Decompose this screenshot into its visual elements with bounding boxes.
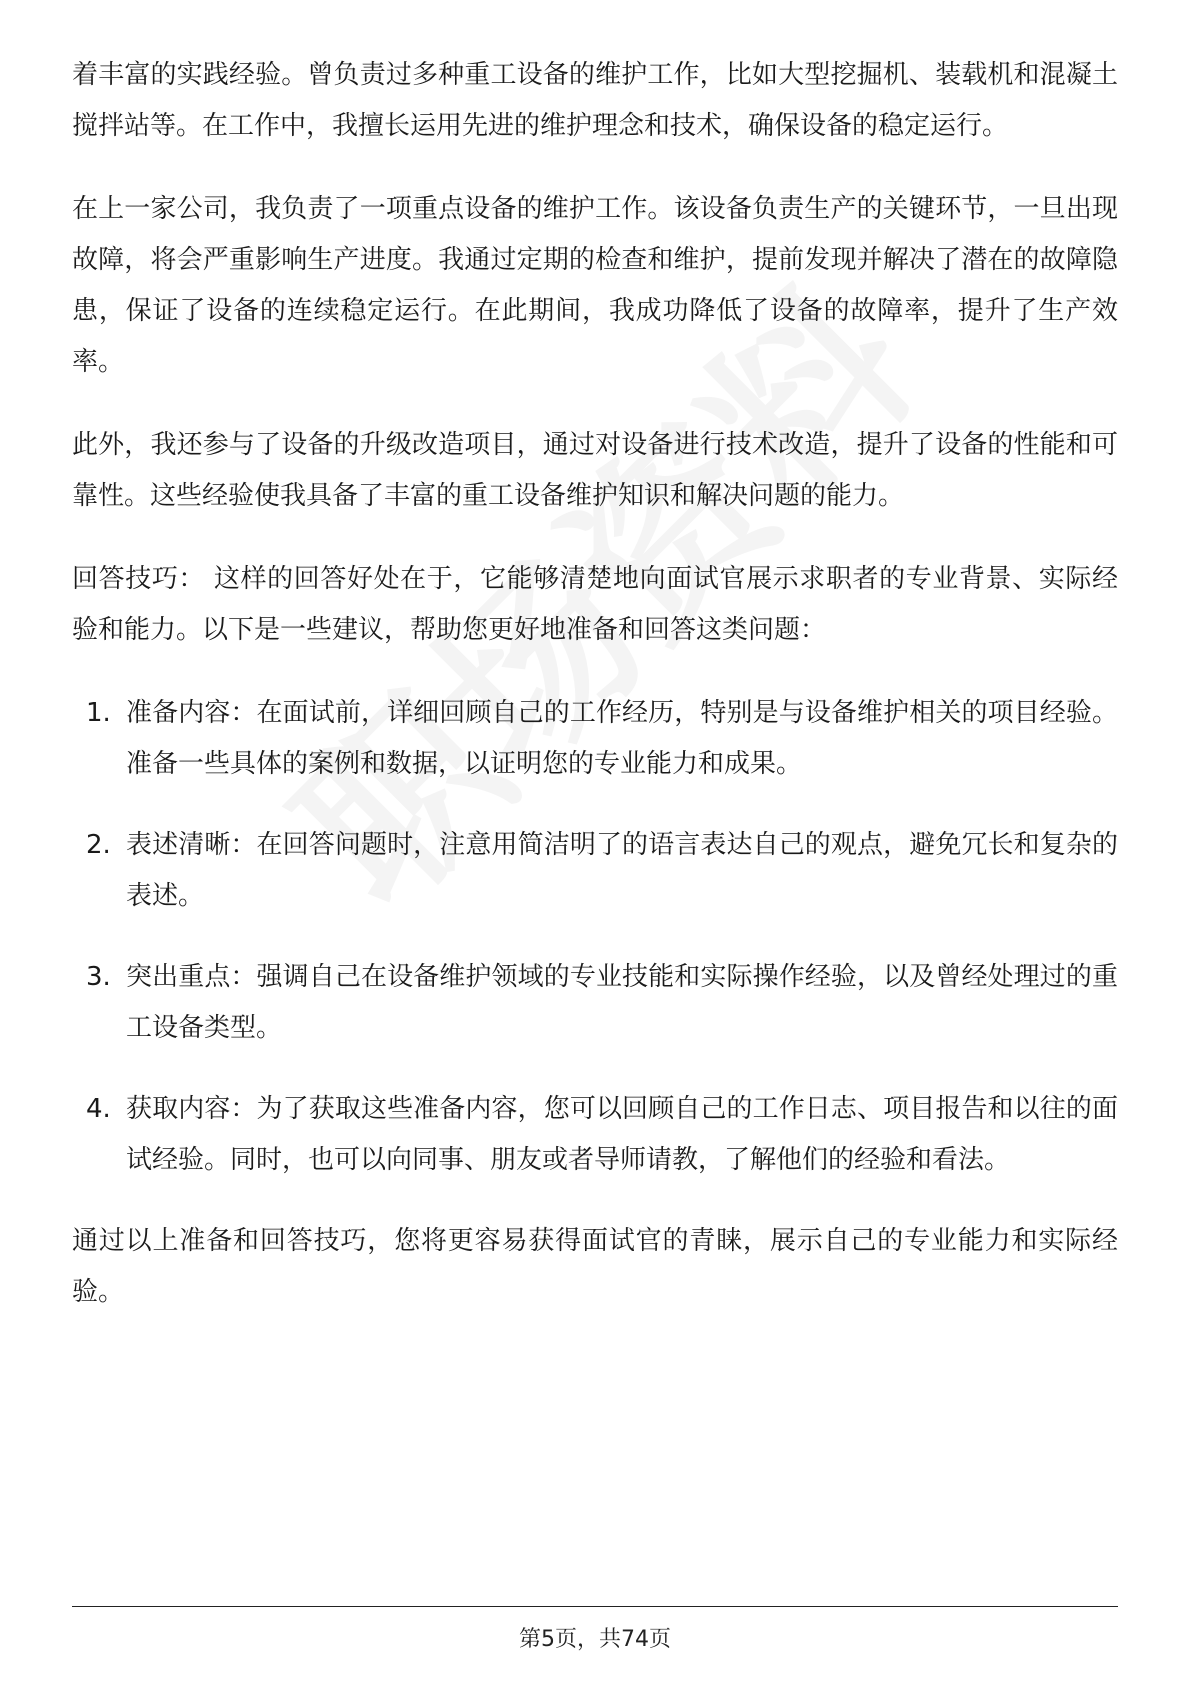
list-item-text: 表述清晰：在回答问题时，注意用简洁明了的语言表达自己的观点，避免冗长和复杂的表述。 — [126, 830, 1118, 911]
paragraph-experience: 着丰富的实践经验。曾负责过多种重工设备的维护工作，比如大型挖掘机、装载机和混凝土搅拌站等。在工作中，我擅长运用先进的维护理念和技术，确保设备的稳定运行。 — [72, 60, 1118, 141]
list-item-text: 准备内容：在面试前，详细回顾自己的工作经历，特别是与设备维护相关的项目经验。准备一些具体的案例和数据，以证明您的专业能力和成果。 — [126, 698, 1118, 779]
paragraph-previous-company: 在上一家公司，我负责了一项重点设备的维护工作。该设备负责生产的关键环节，一旦出现故障，将会严重影响生产进度。我通过定期的检查和维护，提前发现并解决了潜在的故障隐患，保证了设备的连续稳定运行。在此期间，我成功降低了设备的故障率，提升了生产效率。 — [72, 194, 1118, 377]
list-item — [72, 1084, 1118, 1186]
list-item-number: 1. — [86, 698, 111, 728]
page-number: 第5页，共74页 — [519, 1627, 671, 1652]
list-item — [72, 688, 1118, 790]
list-item-number: 3. — [86, 962, 111, 992]
list-item-number: 4. — [86, 1094, 111, 1124]
footer-divider — [72, 1606, 1118, 1607]
tips-list — [72, 688, 1118, 1186]
list-item-text: 突出重点：强调自己在设备维护领域的专业技能和实际操作经验，以及曾经处理过的重工设备类型。 — [126, 962, 1118, 1043]
list-item-number: 2. — [86, 830, 111, 860]
list-item — [72, 820, 1118, 922]
paragraph-answer-tips: 回答技巧： 这样的回答好处在于，它能够清楚地向面试官展示求职者的专业背景、实际经验和能力。以下是一些建议，帮助您更好地准备和回答这类问题： — [72, 564, 1118, 645]
list-item — [72, 952, 1118, 1054]
list-item-text: 获取内容：为了获取这些准备内容，您可以回顾自己的工作日志、项目报告和以往的面试经验。同时，也可以向同事、朋友或者导师请教，了解他们的经验和看法。 — [126, 1094, 1118, 1175]
paragraph-upgrade-project: 此外，我还参与了设备的升级改造项目，通过对设备进行技术改造，提升了设备的性能和可靠性。这些经验使我具备了丰富的重工设备维护知识和解决问题的能力。 — [72, 430, 1118, 511]
paragraph-closing: 通过以上准备和回答技巧，您将更容易获得面试官的青睐，展示自己的专业能力和实际经验。 — [72, 1226, 1118, 1307]
document-body — [72, 50, 1118, 1350]
